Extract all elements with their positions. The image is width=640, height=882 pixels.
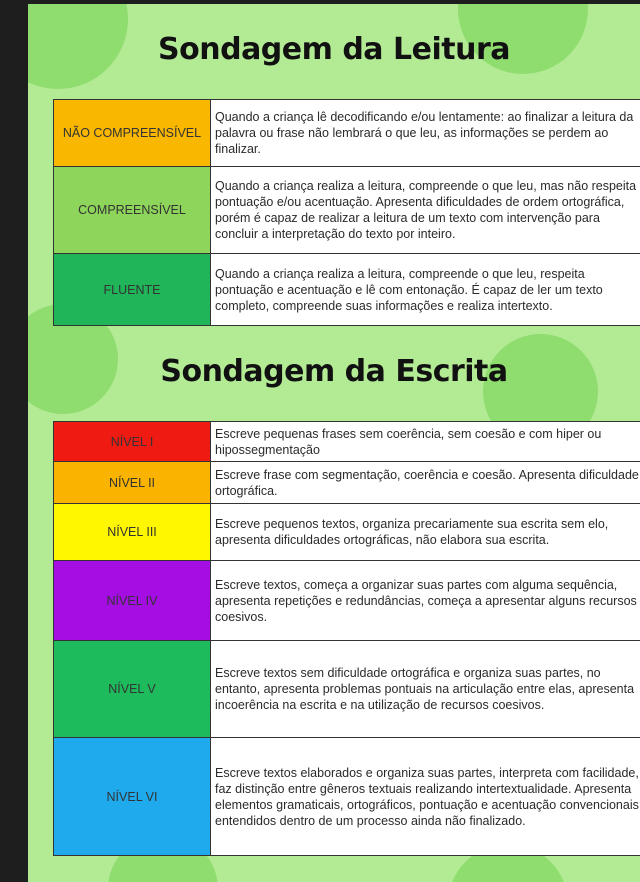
level-description: Quando a criança realiza a leitura, compreende o que leu, mas não respeita pontuação e/ou acentuação. Apresenta dificuldades de ordem ortográfica, porém é capaz de realizar a leitura de um texto com intervenção para concluir a interpretação do texto por inteiro. (211, 167, 640, 254)
table-row (54, 738, 640, 856)
table-row (54, 504, 640, 561)
poster (28, 4, 640, 882)
table-row (54, 641, 640, 738)
level-description: Escreve frase com segmentação, coerência e coesão. Apresenta dificuldade ortográfica. (211, 462, 640, 504)
reading-title: Sondagem da Leitura (158, 32, 510, 67)
level-description: Escreve pequenas frases sem coerência, sem coesão e com hiper ou hipossegmentação (211, 422, 640, 462)
level-label: NÍVEL III (54, 504, 211, 561)
writing-title: Sondagem da Escrita (160, 354, 508, 389)
table-row (54, 254, 640, 326)
table-row (54, 561, 640, 641)
table-row (54, 100, 640, 167)
level-description: Quando a criança realiza a leitura, compreende o que leu, respeita pontuação e acentuação e lê com entonação. É capaz de ler um texto completo, compreende suas informações e realiza intertexto. (211, 254, 640, 326)
table-row (54, 422, 640, 462)
level-description: Escreve pequenos textos, organiza precariamente sua escrita sem elo, apresenta dificuldades ortográficas, não elabora sua escrita. (211, 504, 640, 561)
level-label: NÍVEL V (54, 641, 211, 738)
level-label: FLUENTE (54, 254, 211, 326)
level-label: NÃO COMPREENSÍVEL (54, 100, 211, 167)
level-description: Escreve textos elaborados e organiza suas partes, interpreta com facilidade, faz distinção entre gêneros textuais realizando intertextualidade. Apresenta elementos gramaticais, ortográficos, pontuação e acentuação convencionais entendidos dentro de um processo ainda não finalizado. (211, 738, 640, 856)
level-description: Escreve textos, começa a organizar suas partes com alguma sequência, apresenta repetições e redundâncias, começa a apresentar alguns recursos coesivos. (211, 561, 640, 641)
level-label: NÍVEL VI (54, 738, 211, 856)
level-description: Quando a criança lê decodificando e/ou lentamente: ao finalizar a leitura da palavra ou frase não lembrará o que leu, as informações se perdem ao finalizar. (211, 100, 640, 167)
writing-table (53, 421, 640, 856)
reading-table (53, 99, 640, 326)
level-description: Escreve textos sem dificuldade ortográfica e organiza suas partes, no entanto, apresenta problemas pontuais na articulação entre elas, apresenta incoerência na escrita e na utilização de recursos coesivos. (211, 641, 640, 738)
table-row (54, 462, 640, 504)
table-row (54, 167, 640, 254)
level-label: NÍVEL I (54, 422, 211, 462)
level-label: NÍVEL IV (54, 561, 211, 641)
level-label: COMPREENSÍVEL (54, 167, 211, 254)
level-label: NÍVEL II (54, 462, 211, 504)
